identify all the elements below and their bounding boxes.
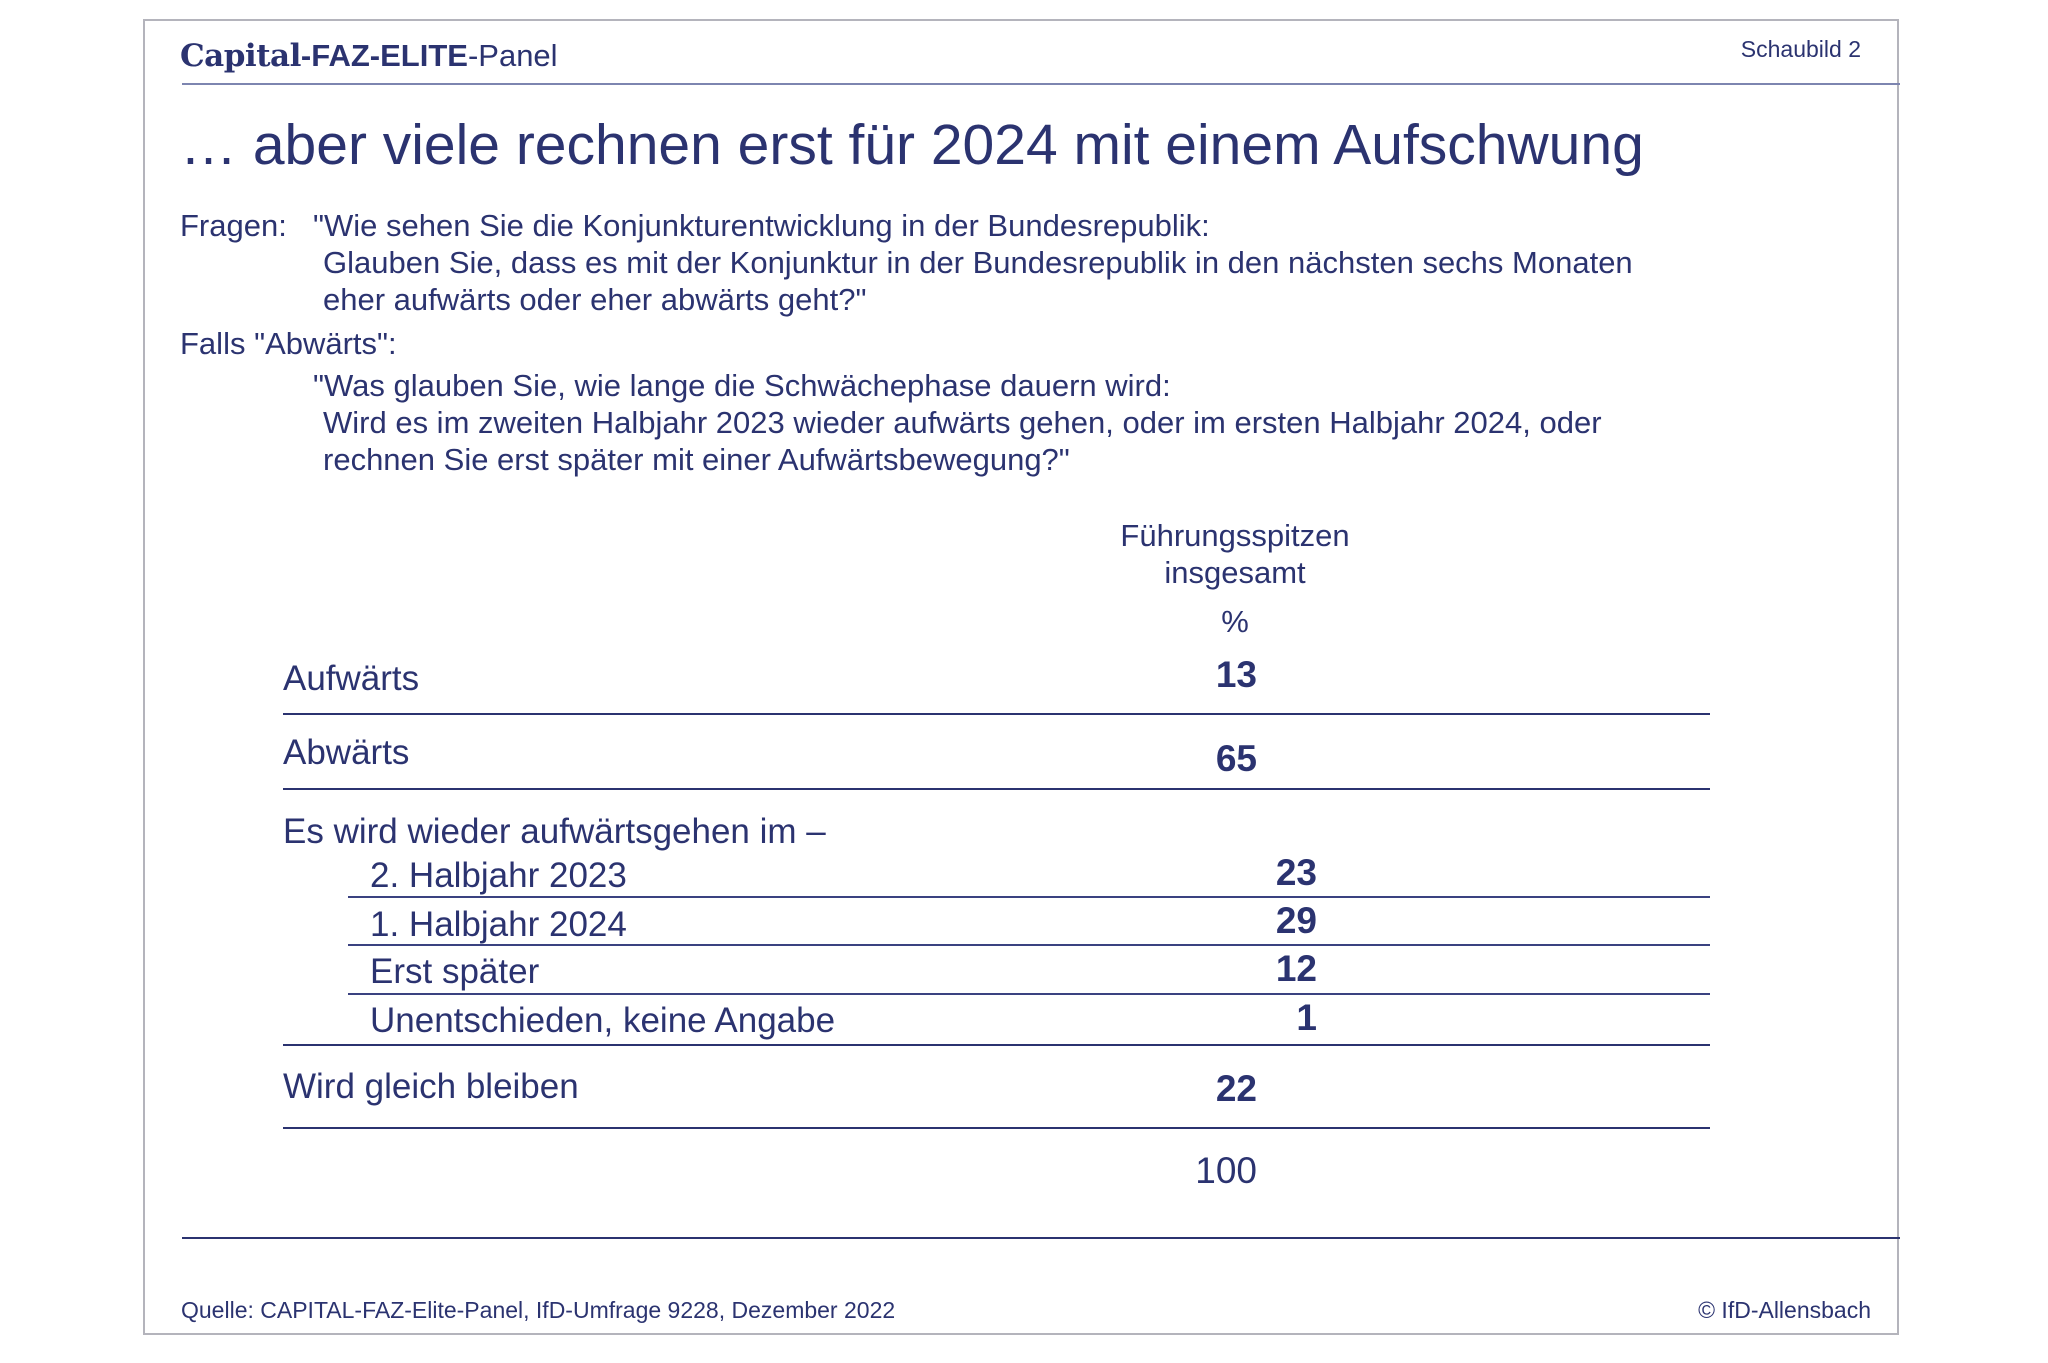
header-rule	[182, 83, 1900, 85]
followup-prefix: Falls "Abwärts":	[180, 326, 397, 361]
logo-faz-elite: -FAZ-ELITE	[300, 38, 468, 73]
followup-line-1: "Was glauben Sie, wie lange die Schwächephase dauern wird:	[313, 368, 1171, 403]
row-value-h1-2024: 29	[1275, 900, 1317, 941]
logo	[180, 38, 558, 74]
question-prefix: Fragen:	[180, 208, 287, 243]
copyright: © IfD-Allensbach	[1698, 1297, 1871, 1323]
row-label-gleich-bleiben: Wird gleich bleiben	[283, 1067, 579, 1106]
logo-panel: -Panel	[467, 38, 558, 73]
column-header-line-1: Führungsspitzen	[1120, 518, 1350, 553]
followup-line-3: rechnen Sie erst später mit einer Aufwärtsbewegung?"	[323, 442, 1070, 477]
row-value-h2-2023: 23	[1275, 852, 1317, 893]
row-value-abwaerts: 65	[1215, 738, 1257, 779]
column-unit: %	[1221, 604, 1249, 639]
row-label-erst-spaeter: Erst später	[370, 952, 540, 991]
row-label-abwaerts: Abwärts	[283, 733, 410, 772]
row-divider	[348, 993, 1710, 995]
row-label-unentschieden: Unentschieden, keine Angabe	[370, 1001, 836, 1040]
total-value: 100	[1195, 1150, 1257, 1191]
figure-label: Schaubild 2	[1740, 36, 1861, 62]
row-value-gleich-bleiben: 22	[1215, 1068, 1257, 1109]
row-label-h2-2023: 2. Halbjahr 2023	[370, 856, 627, 895]
page-title: … aber viele rechnen erst für 2024 mit einem Aufschwung	[180, 113, 1644, 177]
question-line-3: eher aufwärts oder eher abwärts geht?"	[323, 282, 867, 317]
row-divider	[348, 896, 1710, 898]
row-divider	[348, 944, 1710, 946]
row-value-erst-spaeter: 12	[1275, 948, 1317, 989]
followup-line-2: Wird es im zweiten Halbjahr 2023 wieder aufwärts gehen, oder im ersten Halbjahr 2024, oder	[323, 405, 1602, 440]
logo-capital: Capital	[180, 38, 301, 74]
row-value-aufwaerts: 13	[1215, 654, 1257, 695]
column-header-line-2: insgesamt	[1164, 555, 1306, 590]
row-divider	[283, 1127, 1710, 1129]
row-divider	[283, 1044, 1710, 1046]
footer-rule	[182, 1237, 1900, 1239]
question-line-1: "Wie sehen Sie die Konjunkturentwicklung in der Bundesrepublik:	[313, 208, 1210, 243]
source-note: Quelle: CAPITAL-FAZ-Elite-Panel, IfD-Umfrage 9228, Dezember 2022	[181, 1297, 896, 1323]
row-divider	[283, 713, 1710, 715]
row-label-h1-2024: 1. Halbjahr 2024	[370, 905, 627, 944]
row-label-aufwaerts: Aufwärts	[283, 659, 420, 698]
row-value-unentschieden: 1	[1296, 997, 1317, 1038]
question-line-2: Glauben Sie, dass es mit der Konjunktur in der Bundesrepublik in den nächsten sechs Monaten	[323, 245, 1633, 280]
row-label-group-heading: Es wird wieder aufwärtsgehen im –	[283, 812, 826, 851]
row-divider	[283, 788, 1710, 790]
